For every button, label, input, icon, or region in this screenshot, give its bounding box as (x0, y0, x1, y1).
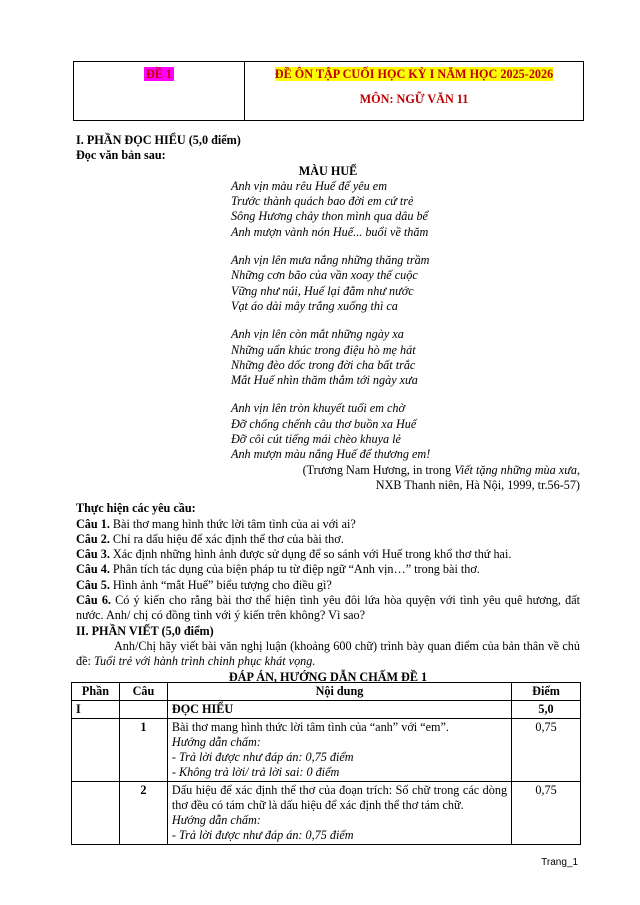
poem-line: Những đèo dốc trong đời cha bất trắc (231, 357, 416, 372)
exam-code: ĐỀ 1 (145, 67, 173, 81)
question-6: Câu 6. Có ý kiến cho rằng bài thơ thể hiện tình yêu đôi lứa hòa quyện với tình yêu quê hương, đất nước. Anh/ chị có đồng tình với ý kiến trên không? Vì sao? (76, 593, 580, 623)
question-3: Câu 3. Xác định những hình ảnh được sử dụng để so sánh với Huế trong khổ thơ thứ hai. (76, 547, 512, 562)
essay-topic: Tuổi trẻ với hành trình chinh phục khát vọng. (93, 654, 316, 669)
empty-cell (72, 782, 120, 845)
section2-heading: II. PHẦN VIẾT (5,0 điểm) (76, 623, 214, 638)
poem-line: Những cơn bão của vần xoay thế cuộc (231, 268, 418, 283)
part-cell: I (72, 701, 120, 719)
poem-line: Anh vịn lên mưa nắng những thăng trầm (231, 253, 430, 268)
answer-text: Bài thơ mang hình thức lời tâm tình của “anh” với “em”. (171, 720, 449, 734)
empty-cell (119, 701, 167, 719)
exam-header-box (73, 61, 584, 121)
source-book: Viết tặng những mùa xưa (454, 462, 577, 477)
poem-stanza-4 (231, 401, 580, 462)
exam-subject: MÔN: NGỮ VĂN 11 (359, 92, 469, 106)
exam-title-cell (245, 62, 583, 120)
table-row (72, 719, 581, 782)
question-1: Câu 1. Bài thơ mang hình thức lời tâm tình của ai với ai? (76, 516, 356, 531)
question-number-cell: 1 (119, 719, 167, 782)
guide-line: - Trả lời được như đáp án: 0,75 điểm (171, 750, 354, 764)
score-cell: 0,75 (512, 782, 581, 845)
source-suffix: , (576, 462, 580, 477)
poem-line: Mắt Huế nhìn thăm thẳm tới ngày xưa (231, 373, 418, 388)
poem-line: Anh vịn lên tròn khuyết tuổi em chờ (231, 401, 406, 416)
question-5: Câu 5. Hình ảnh “mắt Huế” biểu tượng cho điều gì? (76, 577, 332, 592)
table-row (72, 701, 581, 719)
col-content: Nội dung (167, 683, 511, 701)
col-part: Phần (72, 683, 120, 701)
poem-title: MÀU HUẾ (298, 163, 358, 178)
tasks-heading: Thực hiện các yêu cầu: (76, 501, 196, 516)
answer-content-cell (167, 782, 511, 845)
poem-line: Vững như núi, Huế lại đằm như nước (231, 283, 414, 298)
table-header-row (72, 683, 581, 701)
page-number: Trang_1 (541, 857, 578, 868)
guide-title: Hướng dẫn chấm: (171, 813, 261, 827)
poem-source (76, 463, 580, 478)
poem-line: Đỡ chống chếnh câu thơ buồn xa Huế (231, 416, 417, 431)
question-4: Câu 4. Phân tích tác dụng của biện pháp tu từ điệp ngữ “Anh vịn…” trong bài thơ. (76, 562, 480, 577)
answer-text: Dấu hiệu để xác định thể thơ của đoạn trích: Số chữ trong các dòng thơ đều có tám chữ là dấu hiệu để xác định thể thơ tám chữ. (171, 783, 508, 812)
poem-line: Anh mượn vành nón Huế... buổi về thăm (231, 224, 429, 239)
table-row (72, 782, 581, 845)
poem-line: Anh vịn màu rêu Huế để yêu em (231, 178, 388, 193)
answer-content-cell (167, 719, 511, 782)
empty-cell (72, 719, 120, 782)
score-cell: 0,75 (512, 719, 581, 782)
poem-stanza-3 (231, 327, 580, 388)
exam-code-cell (74, 62, 245, 120)
poem-line: Đỡ côi cút tiếng mái chèo khuya lẻ (231, 432, 401, 447)
poem (231, 164, 580, 463)
guide-line: - Trả lời được như đáp án: 0,75 điểm (171, 828, 354, 842)
source-prefix: (Trương Nam Hương, in trong (302, 462, 455, 477)
poem-line: Anh vịn lên còn mắt những ngày xa (231, 327, 404, 342)
col-score: Điểm (512, 683, 581, 701)
reading-intro: Đọc văn bản sau: (76, 148, 166, 163)
poem-line: Vạt áo dài mây trắng xuống thì ca (231, 298, 398, 313)
score-cell: 5,0 (512, 701, 581, 719)
poem-stanza-1 (231, 179, 580, 240)
poem-line: Sông Hương chảy thon mình qua dâu bể (231, 209, 428, 224)
section1-heading: I. PHẦN ĐỌC HIỂU (5,0 điểm) (76, 133, 241, 147)
poem-source-publisher: NXB Thanh niên, Hà Nội, 1999, tr.56-57) (375, 477, 580, 492)
exam-body (76, 133, 580, 685)
col-question: Câu (119, 683, 167, 701)
guide-line: - Không trả lời/ trả lời sai: 0 điểm (171, 765, 340, 779)
question-number-cell: 2 (119, 782, 167, 845)
answer-key-title: ĐÁP ÁN, HƯỚNG DẪN CHẤM ĐỀ 1 (228, 669, 428, 684)
question-2: Câu 2. Chỉ ra dấu hiệu để xác định thể thơ của bài thơ. (76, 531, 344, 546)
section-title-cell: ĐỌC HIỂU (167, 701, 511, 719)
section2-prompt: Anh/Chị hãy viết bài văn nghị luận (khoảng 600 chữ) trình bày quan điểm của bản thân về chủ đề: Tuổi trẻ với hành trình chinh phục khát vọng. (76, 638, 580, 669)
guide-title: Hướng dẫn chấm: (171, 735, 261, 749)
answer-table (71, 682, 581, 845)
poem-line: Anh mượn màu nắng Huế để thương em! (231, 447, 431, 462)
exam-title: ĐỀ ÔN TẬP CUỐI HỌC KỲ I NĂM HỌC 2025-2026 (274, 67, 554, 81)
poem-line: Những uẩn khúc trong điệu hò mẹ hát (231, 342, 416, 357)
poem-stanza-2 (231, 253, 580, 314)
poem-line: Trước thành quách bao đời em cứ trẻ (231, 194, 414, 209)
